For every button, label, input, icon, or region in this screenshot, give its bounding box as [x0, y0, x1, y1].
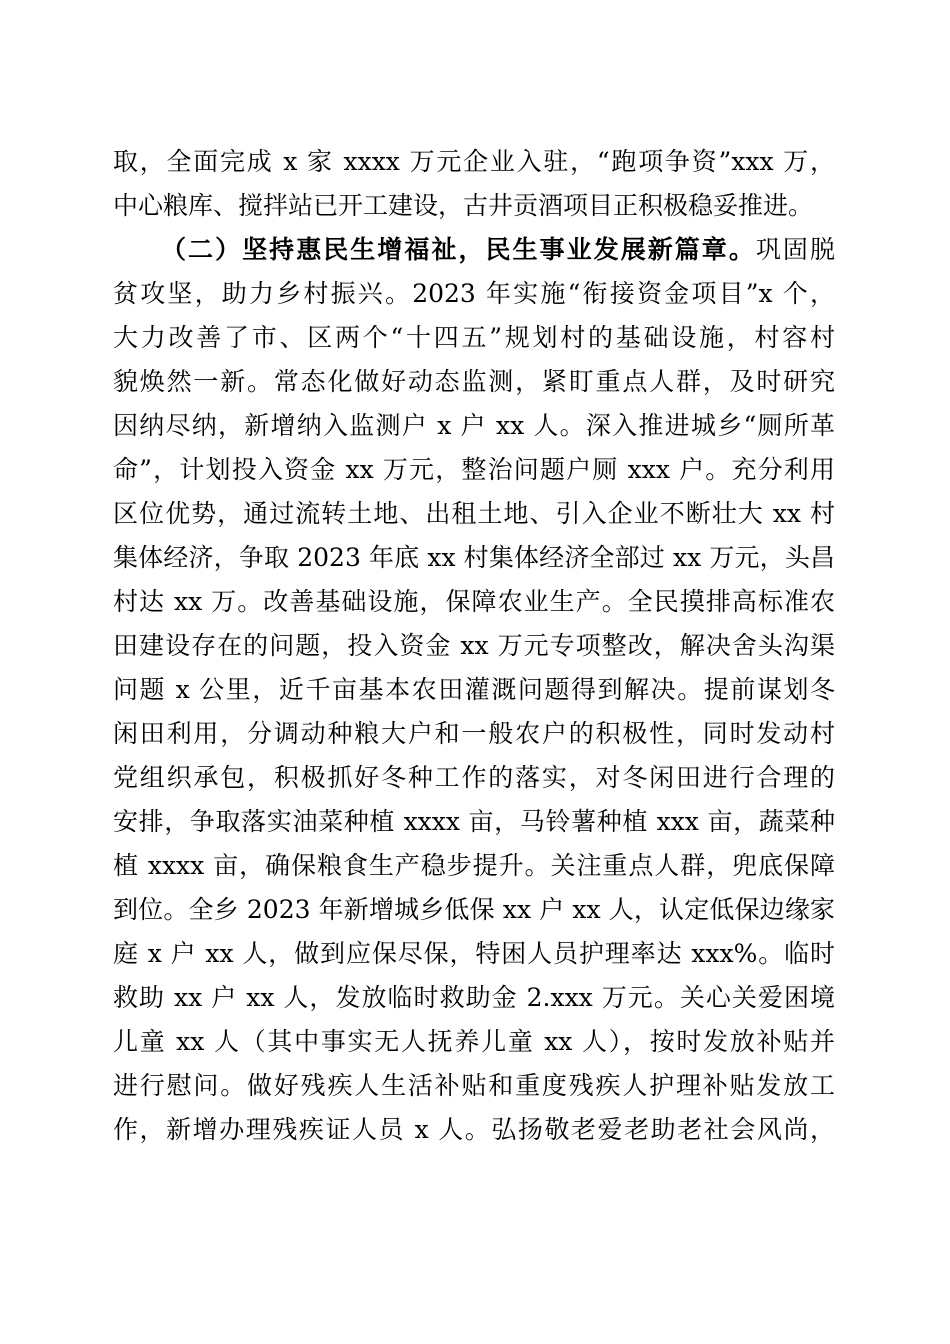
text-line: 貌焕然一新。常态化做好动态监测，紧盯重点人群，及时研究 [113, 367, 835, 396]
text-line: 作，新增办理残疾证人员 x 人。弘扬敬老爱老助老社会风尚， [113, 1115, 835, 1144]
text-line: 中心粮库、搅拌站已开工建设，古井贡酒项目正积极稳妥推进。 [113, 191, 814, 220]
text-line: 因纳尽纳，新增纳入监测户 x 户 xx 人。深入推进城乡“厕所革 [113, 411, 835, 440]
text-line: 村达 xx 万。改善基础设施，保障农业生产。全民摸排高标准农 [113, 587, 835, 616]
text-line-rest: 巩固脱 [755, 235, 835, 264]
text-line: 安排，争取落实油菜种植 xxxx 亩，马铃薯种植 xxx 亩，蔬菜种 [113, 807, 835, 836]
text-line: 植 xxxx 亩，确保粮食生产稳步提升。关注重点人群，兜底保障 [113, 851, 835, 880]
text-line: 区位优势，通过流转土地、出租土地、引入企业不断壮大 xx 村 [113, 499, 835, 528]
text-line: 贫攻坚，助力乡村振兴。2023 年实施“衔接资金项目”x 个， [113, 279, 835, 308]
paragraph-heading-line [113, 228, 835, 272]
text-line: 进行慰问。做好残疾人生活补贴和重度残疾人护理补贴发放工 [113, 1071, 835, 1100]
text-line: 大力改善了市、区两个“十四五”规划村的基础设施，村容村 [113, 323, 835, 352]
text-line: 田建设存在的问题，投入资金 xx 万元专项整改，解决舍头沟渠 [113, 631, 835, 660]
text-line: 党组织承包，积极抓好冬种工作的落实，对冬闲田进行合理的 [113, 763, 835, 792]
text-line: 儿童 xx 人（其中事实无人抚养儿童 xx 人），按时发放补贴并 [113, 1027, 835, 1056]
text-line: 取，全面完成 x 家 xxxx 万元企业入驻，“跑项争资”xxx 万， [113, 147, 835, 176]
body-text [113, 140, 835, 1152]
text-line: 到位。全乡 2023 年新增城乡低保 xx 户 xx 人，认定低保边缘家 [113, 895, 835, 924]
text-line: 救助 xx 户 xx 人，发放临时救助金 2.xxx 万元。关心关爱困境 [113, 983, 835, 1012]
text-line: 命”，计划投入资金 xx 万元，整治问题户厕 xxx 户。充分利用 [113, 455, 835, 484]
text-line: 闲田利用，分调动种粮大户和一般农户的积极性，同时发动村 [113, 719, 835, 748]
text-line: 庭 x 户 xx 人，做到应保尽保，特困人员护理率达 xxx%。临时 [113, 939, 835, 968]
text-line: 问题 x 公里，近千亩基本农田灌溉问题得到解决。提前谋划冬 [113, 675, 835, 704]
text-line: 集体经济，争取 2023 年底 xx 村集体经济全部过 xx 万元，头昌 [113, 543, 835, 572]
section-heading: （二）坚持惠民生增福祉，民生事业发展新篇章。 [161, 235, 756, 264]
